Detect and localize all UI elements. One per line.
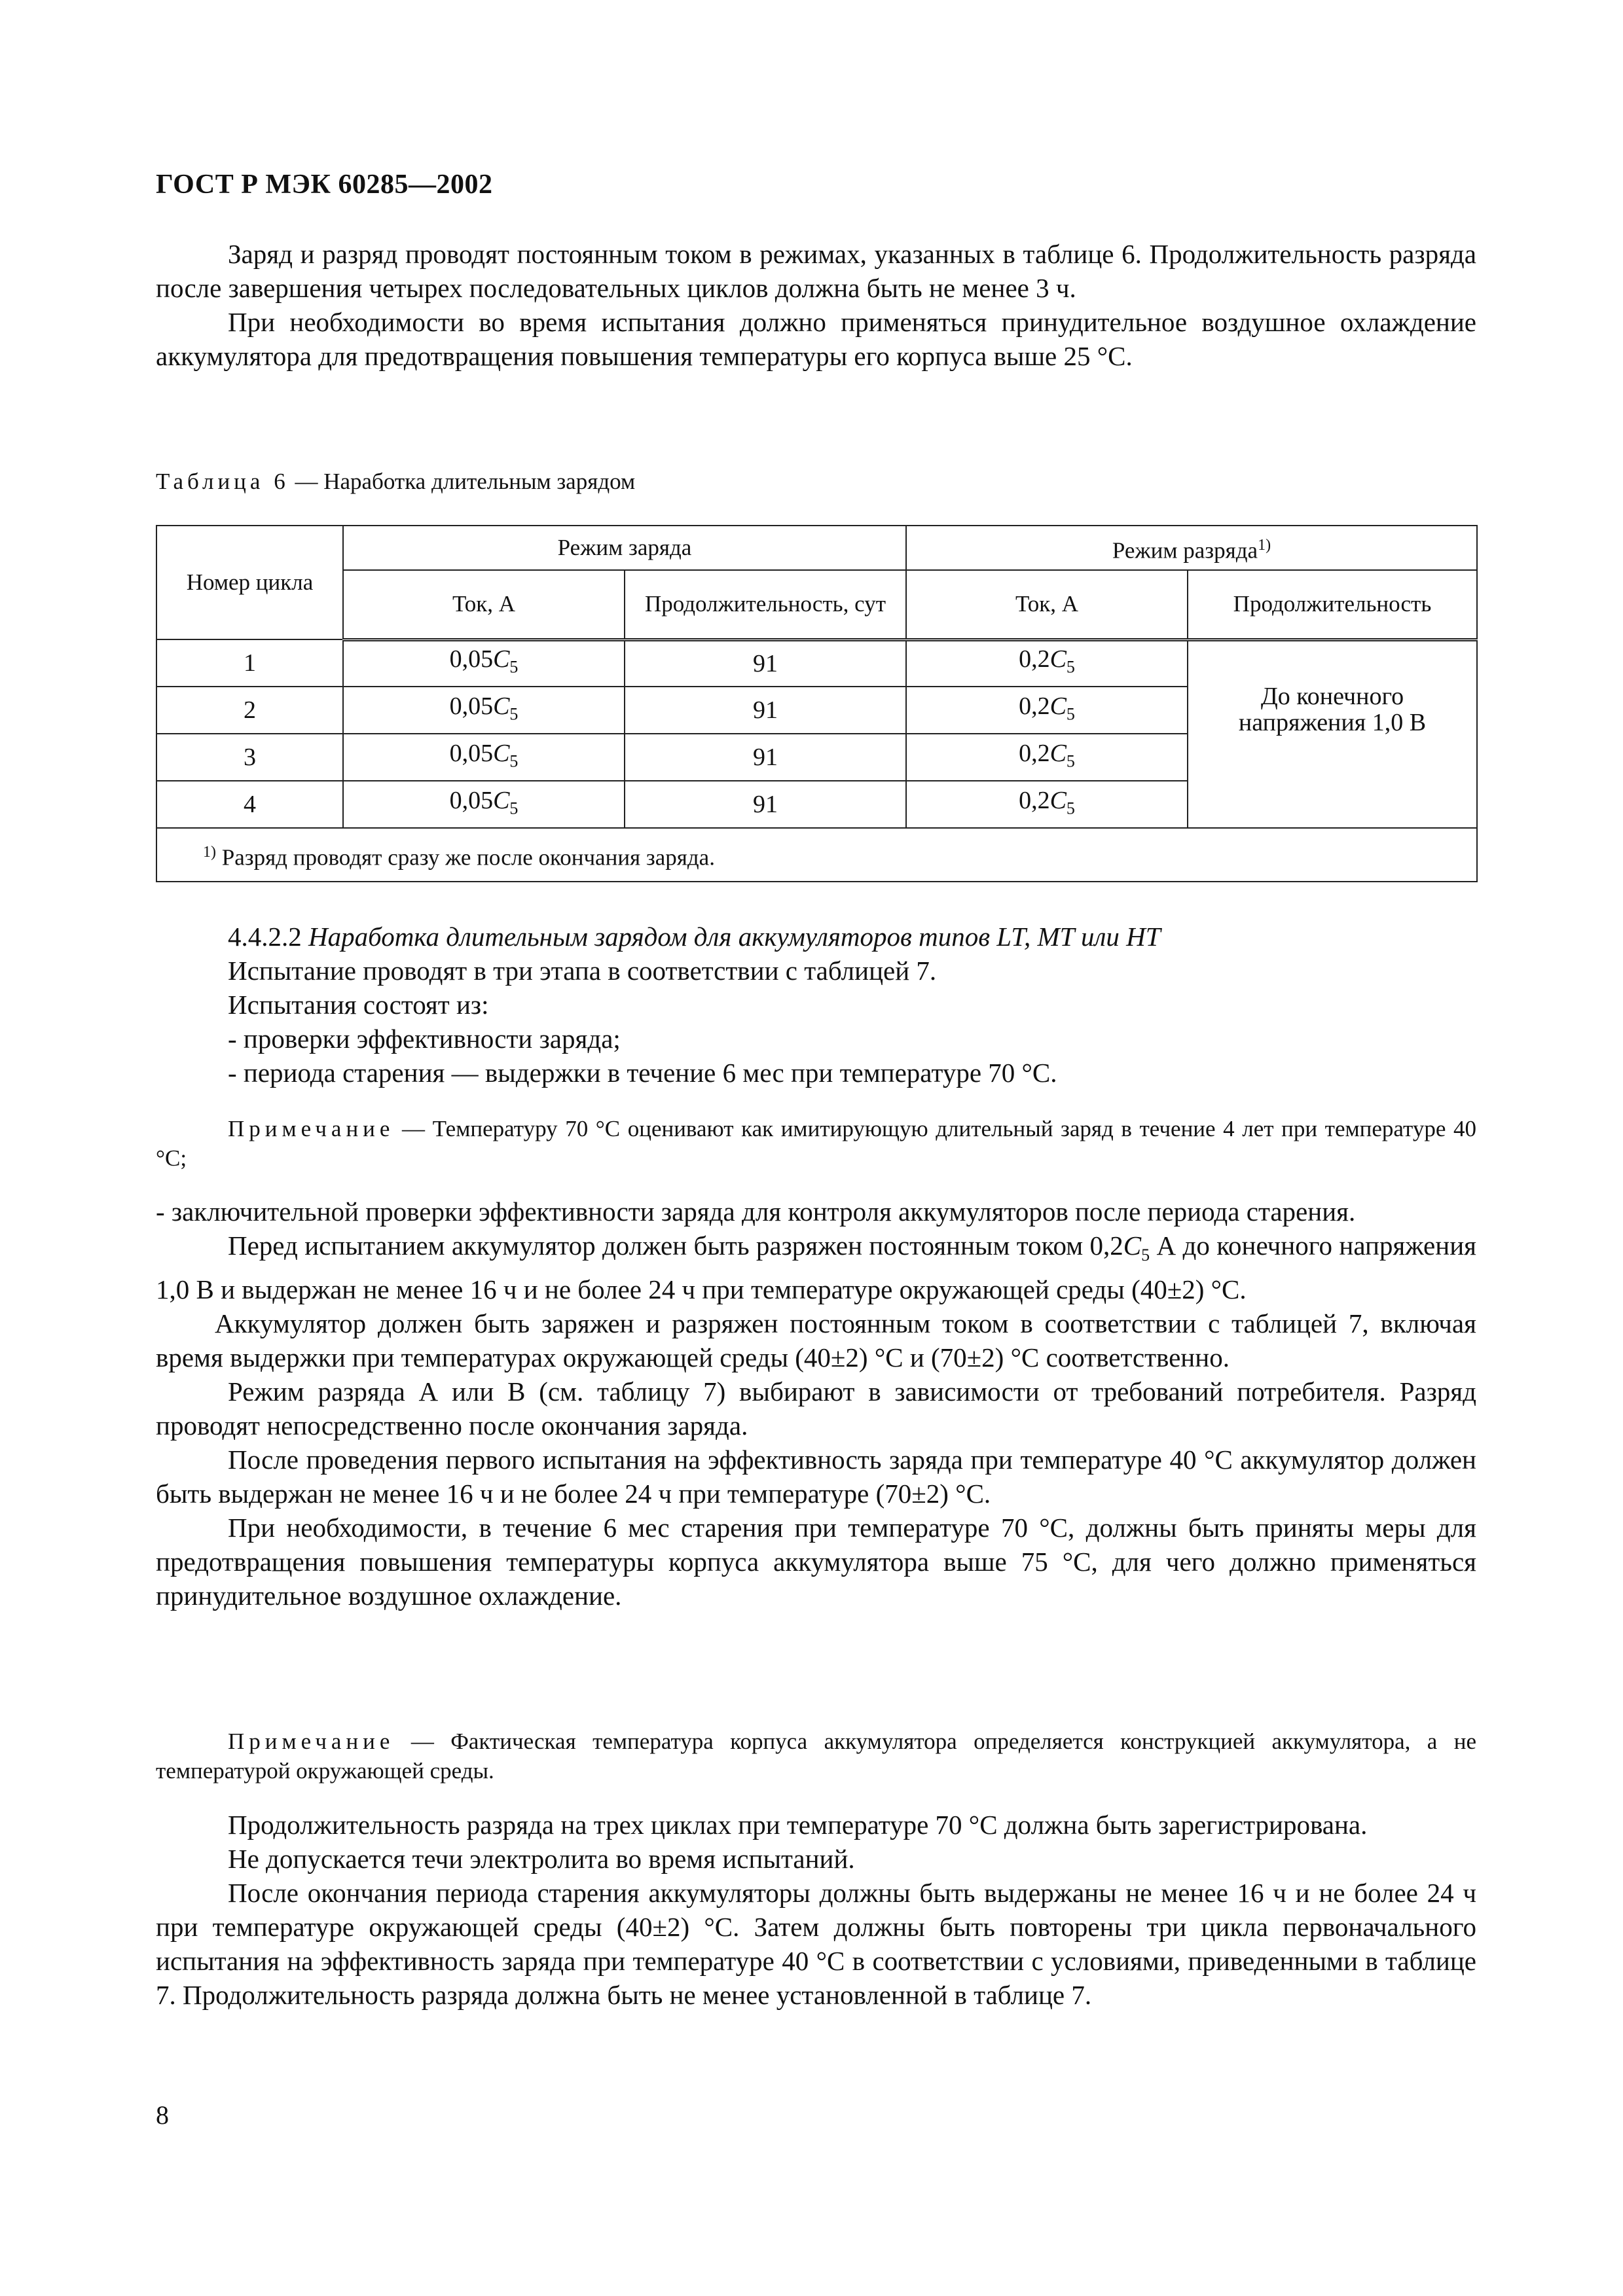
cell-charge-duration: 91	[625, 781, 906, 828]
cell-cycle: 4	[156, 781, 343, 828]
section-4-4-2-2	[156, 920, 1476, 1090]
table-6-caption-title: — Наработка длительным зарядом	[289, 469, 636, 494]
note-1	[156, 1114, 1476, 1173]
table-6-caption	[156, 469, 1476, 495]
section-title: Наработка длительным зарядом для аккумуляторов типов LT, MT или HT	[308, 922, 1161, 952]
cell-charge-current: $0,05C_5$	[343, 687, 625, 734]
paragraph-charge-discharge: Аккумулятор должен быть заряжен и разряжен постоянным током в соответствии с таблицей 7, включая время выдержки при температурах окружающей среды (40±2) °С и (70±2) °С соответственно.	[156, 1308, 1476, 1373]
cell-charge-current: $0,05C_5$	[343, 639, 625, 687]
document-header: ГОСТ Р МЭК 60285—2002	[156, 170, 493, 200]
note-1-text	[156, 1114, 1476, 1173]
table-row	[156, 639, 1477, 687]
note-2-body: — Фактическая температура корпуса аккумулятора определяется конструкцией аккумулятора, а не температурой окружающей среды.	[156, 1729, 1476, 1784]
header-charge-mode: Режим заряда	[343, 526, 906, 570]
note-2-label: Примечание	[228, 1729, 395, 1754]
table-6-caption-label: Таблица 6	[156, 469, 289, 494]
paragraph-final-check: - заключительной проверки эффективности заряда для контроля аккумуляторов после периода старения.	[156, 1196, 1356, 1227]
cell-cycle: 2	[156, 687, 343, 734]
intro-paragraph-1: Заряд и разряд проводят постоянным током в режимах, указанных в таблице 6. Продолжительность разряда после завершения четырех последовательных циклов должна быть не менее 3 ч.	[156, 239, 1476, 303]
header-discharge-mode-label: Режим разряда	[1112, 537, 1258, 564]
cell-discharge-current: $0,2C_5$	[906, 639, 1188, 687]
table-header-row-2	[156, 570, 1477, 639]
final-paragraphs	[156, 1808, 1476, 2012]
note-2	[156, 1727, 1476, 1785]
paragraph-cooling: При необходимости, в течение 6 мес старения при температуре 70 °С, должны быть приняты меры для предотвращения повышения температуры корпуса аккумулятора выше 75 °С, для чего должно применяться принудительное воздушное охлаждение.	[156, 1513, 1476, 1611]
note-2-text	[156, 1727, 1476, 1785]
paragraph-after-aging: После окончания периода старения аккумуляторы должны быть выдержаны не менее 16 ч и не более 24 ч при температуре окружающей среды (40±2) °С. Затем должны быть повторены три цикла первоначального испытания на эффективность заряда при температуре 40 °С в соответствии с условиями, приведенными в таблице 7. Продолжительность разряда должна быть не менее установленной в таблице 7.	[156, 1878, 1476, 2010]
intro-block	[156, 237, 1476, 373]
header-cycle-number: Номер цикла	[156, 526, 343, 639]
section-list-item-2: - периода старения — выдержки в течение 6 мес при температуре 70 °С.	[228, 1058, 1057, 1088]
header-discharge-current: Ток, А	[906, 570, 1188, 639]
intro-paragraph-2: При необходимости во время испытания должно применяться принудительное воздушное охлаждение аккумулятора для предотвращения повышения температуры его корпуса выше 25 °С.	[156, 307, 1476, 371]
paragraph-duration-record: Продолжительность разряда на трех циклах при температуре 70 °С должна быть зарегистрирована.	[228, 1810, 1368, 1840]
cell-charge-duration: 91	[625, 734, 906, 781]
note-1-label: Примечание	[228, 1116, 395, 1141]
table-header-row-1	[156, 526, 1477, 570]
paragraph-no-leak: Не допускается течи электролита во время испытаний.	[228, 1844, 855, 1874]
cell-cycle: 3	[156, 734, 343, 781]
note-1-body: — Температуру 70 °С оценивают как имитирующую длительный заряд в течение 4 лет при температуре 40 °С;	[156, 1116, 1476, 1171]
cell-discharge-current: $0,2C_5$	[906, 781, 1188, 828]
cell-discharge-current: $0,2C_5$	[906, 734, 1188, 781]
paragraph-first-test: После проведения первого испытания на эффективность заряда при температуре 40 °С аккумулятор должен быть выдержан не менее 16 ч и не более 24 ч при температуре (70±2) °С.	[156, 1444, 1476, 1509]
table-footnote-text: Разряд проводят сразу же после окончания заряда.	[216, 844, 715, 870]
paragraph-discharge-mode: Режим разряда А или В (см. таблицу 7) выбирают в зависимости от требований потребителя. Разряд проводят непосредственно после окончания заряда.	[156, 1376, 1476, 1441]
paragraph-pre-test-discharge: Перед испытанием аккумулятор должен быть разряжен постоянным током $0,2C_5$ А до конечного напряжения 1,0 В и выдержан не менее 16 ч и не более 24 ч при температуре окружающей среды (40±2) °С.	[156, 1230, 1476, 1305]
table-footnote	[156, 828, 1477, 882]
section-list-item-1: - проверки эффективности заряда;	[228, 1024, 621, 1054]
cell-charge-current: $0,05C_5$	[343, 781, 625, 828]
section-number: 4.4.2.2	[228, 922, 302, 952]
header-discharge-mode	[906, 526, 1477, 570]
header-charge-duration: Продолжительность, сут	[625, 570, 906, 639]
table-footnote-row	[156, 828, 1477, 882]
cell-charge-duration: 91	[625, 687, 906, 734]
section-line-1: Испытание проводят в три этапа в соответствии с таблицей 7.	[228, 956, 937, 986]
cell-charge-duration: 91	[625, 639, 906, 687]
cell-discharge-current: $0,2C_5$	[906, 687, 1188, 734]
section-heading	[156, 920, 1476, 954]
table-6	[156, 525, 1478, 882]
header-discharge-duration: Продолжительность	[1188, 570, 1477, 639]
cell-cycle: 1	[156, 639, 343, 687]
section-line-2: Испытания состоят из:	[228, 990, 489, 1020]
page-number: 8	[156, 2100, 169, 2130]
table-footnote-mark: 1)	[203, 843, 216, 861]
footnote-reference: 1)	[1258, 536, 1271, 554]
cell-discharge-duration-merged: До конечного напряжения 1,0 В	[1188, 639, 1477, 828]
header-charge-current: Ток, А	[343, 570, 625, 639]
cell-charge-current: $0,05C_5$	[343, 734, 625, 781]
main-paragraphs	[156, 1194, 1476, 1613]
